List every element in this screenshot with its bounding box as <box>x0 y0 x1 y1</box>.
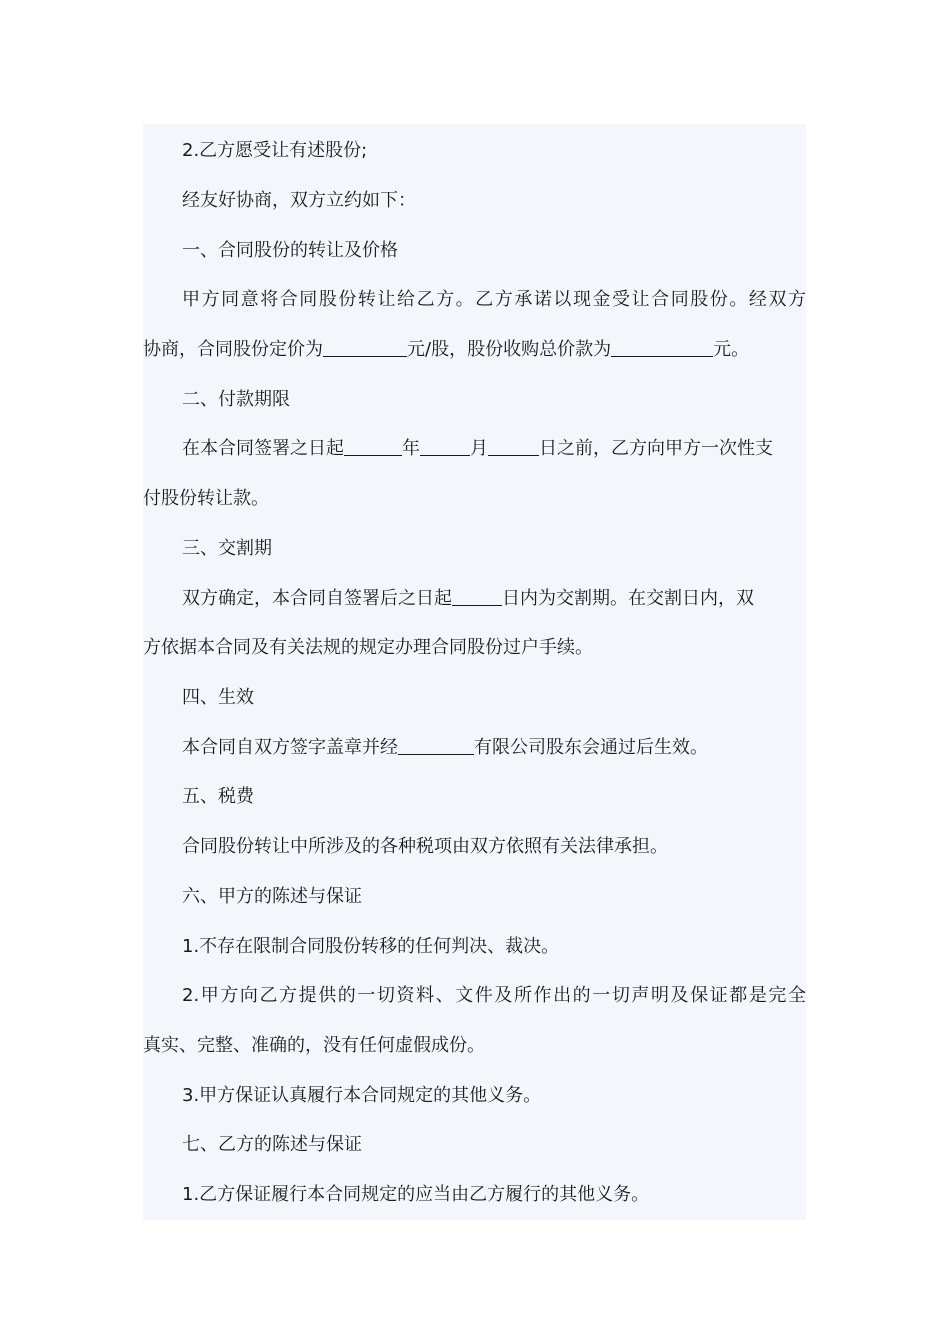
section-heading: 一、合同股份的转让及价格 <box>182 240 398 261</box>
fill-in-blank-total-price[interactable] <box>611 336 713 357</box>
text-run: 月 <box>470 438 488 459</box>
text-run: 日之前，乙方向甲方一次性支 <box>539 438 773 459</box>
text-run: 年 <box>402 438 420 459</box>
fill-in-blank-month[interactable] <box>420 435 470 456</box>
section-heading: 七、乙方的陈述与保证 <box>182 1134 362 1155</box>
document-body <box>143 124 806 1220</box>
paragraph-continuation: 真实、完整、准确的，没有任何虚假成份。 <box>143 1035 485 1056</box>
text-run: 元/股，股份收购总价款为 <box>407 339 612 360</box>
paragraph <box>182 733 708 763</box>
paragraph: 合同股份转让中所涉及的各种税项由双方依照有关法律承担。 <box>182 836 668 857</box>
fill-in-blank-day[interactable] <box>488 435 539 456</box>
text-run: 在本合同签署之日起 <box>182 438 344 459</box>
paragraph-continuation <box>143 335 749 365</box>
section-heading: 四、生效 <box>182 687 254 708</box>
text-run: 元。 <box>713 339 750 360</box>
section-heading: 五、税费 <box>182 786 254 807</box>
section-heading: 三、交割期 <box>182 538 272 559</box>
paragraph-continuation: 付股份转让款。 <box>143 488 269 509</box>
paragraph-continuation: 方依据本合同及有关法规的规定办理合同股份过户手续。 <box>143 637 593 658</box>
text-run: 有限公司股东会通过后生效。 <box>474 737 708 758</box>
clause-item: 1.乙方保证履行本合同规定的应当由乙方履行的其他义务。 <box>182 1184 650 1205</box>
paragraph: 甲方同意将合同股份转让给乙方。乙方承诺以现金受让合同股份。经双方 <box>182 289 806 310</box>
paragraph <box>182 434 773 464</box>
clause-item: 2.乙方愿受让有述股份; <box>182 140 368 161</box>
clause-item: 3.甲方保证认真履行本合同规定的其他义务。 <box>182 1085 542 1106</box>
text-run: 日内为交割期。在交割日内，双 <box>502 588 754 609</box>
fill-in-blank-days[interactable] <box>452 585 502 606</box>
section-heading: 二、付款期限 <box>182 389 290 410</box>
paragraph <box>182 584 754 614</box>
text-run: 双方确定，本合同自签署后之日起 <box>182 588 452 609</box>
clause-item: 2.甲方向乙方提供的一切资料、文件及所作出的一切声明及保证都是完全 <box>182 985 806 1006</box>
clause-item: 1.不存在限制合同股份转移的任何判决、裁决。 <box>182 936 560 957</box>
fill-in-blank-year[interactable] <box>344 435 402 456</box>
paragraph: 经友好协商，双方立约如下： <box>182 190 416 211</box>
text-run: 协商，合同股份定价为 <box>143 339 323 360</box>
section-heading: 六、甲方的陈述与保证 <box>182 886 362 907</box>
text-run: 本合同自双方签字盖章并经 <box>182 737 398 758</box>
fill-in-blank-company-name[interactable] <box>398 734 474 755</box>
fill-in-blank-price-per-share[interactable] <box>323 336 407 357</box>
